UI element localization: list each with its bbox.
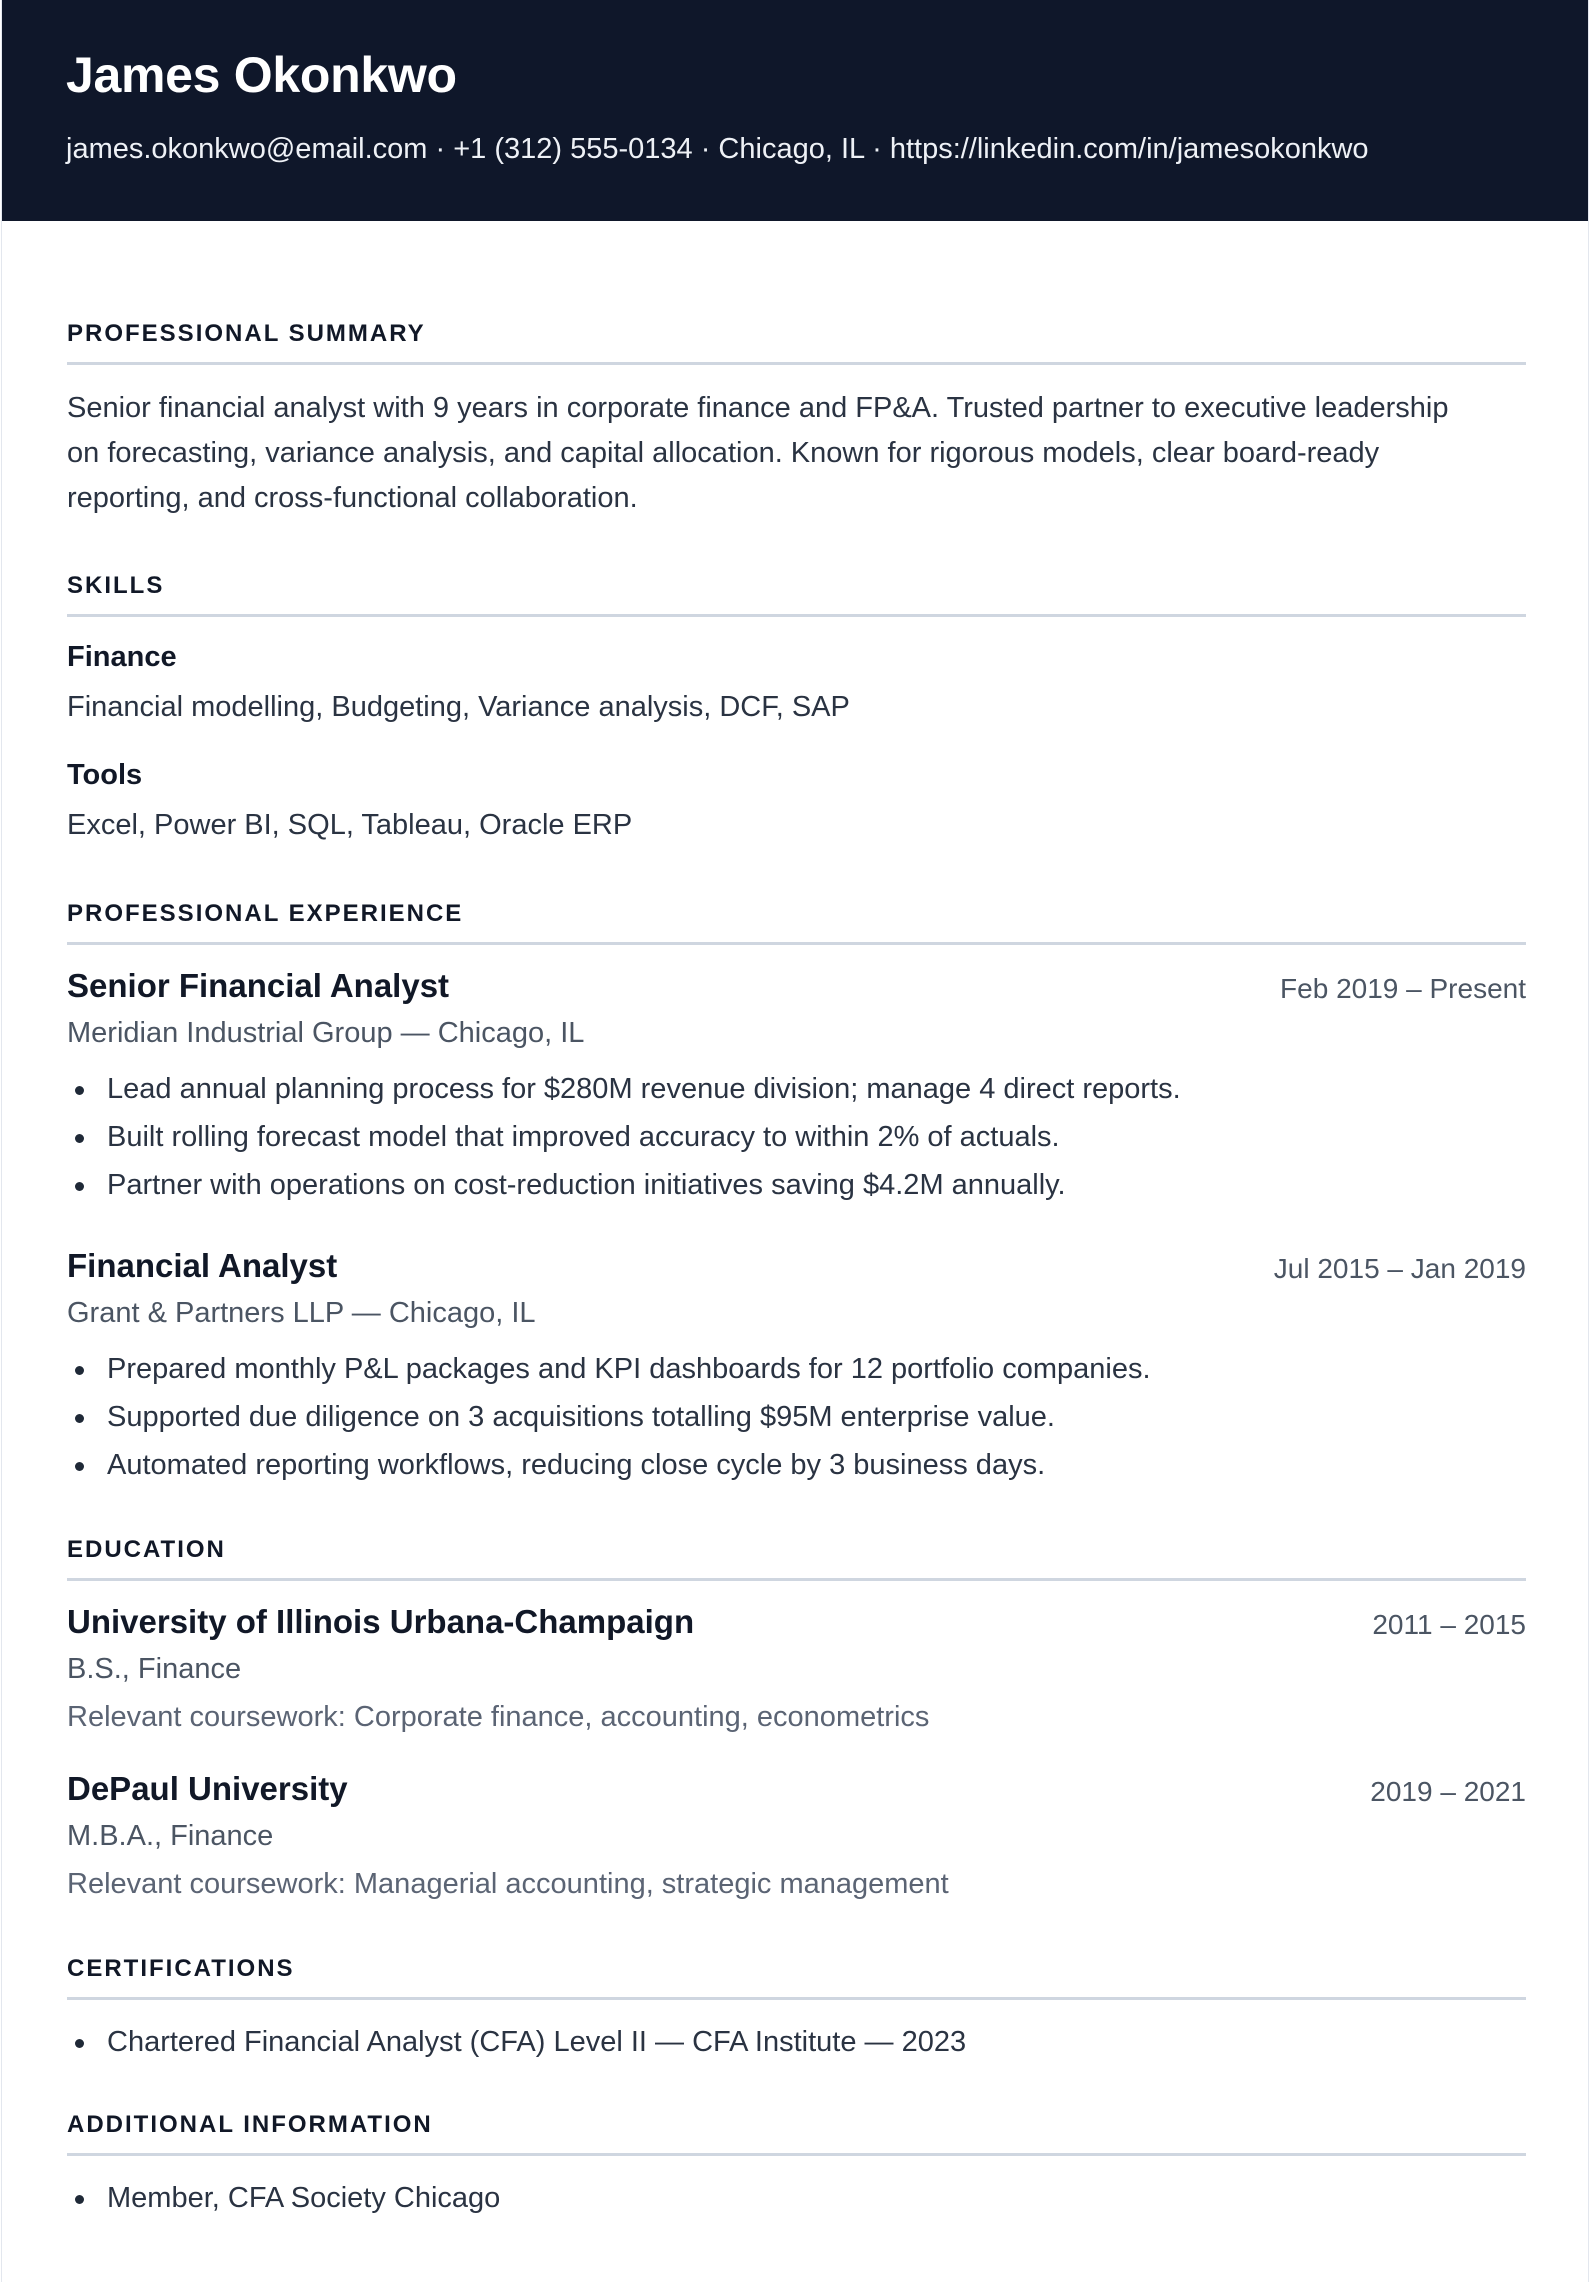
job-bullets	[67, 1069, 1526, 1213]
summary-text: Senior financial analyst with 9 years in corporate finance and FP&A. Trusted partner to executive leadership on forecasting, variance analysis, and capital allocation. Known for rigorous models, clear board-ready reporting, and cross-functional collaboration.	[67, 392, 1449, 514]
job-dates: Feb 2019 – Present	[1280, 973, 1526, 1004]
list-item: Built rolling forecast model that improved accuracy to within 2% of actuals.	[67, 1117, 1526, 1165]
skill-category: Finance	[67, 641, 177, 673]
resume-header	[2, 0, 1588, 221]
education-coursework: Relevant coursework: Managerial accounting, strategic management	[67, 1868, 949, 1900]
candidate-name: James Okonkwo	[66, 47, 457, 103]
job-organization: Grant & Partners LLP — Chicago, IL	[67, 1297, 536, 1329]
job-bullets	[67, 1349, 1526, 1493]
skill-category: Tools	[67, 759, 143, 791]
education-degree: B.S., Finance	[67, 1653, 242, 1685]
job-dates: Jul 2015 – Jan 2019	[1273, 1253, 1526, 1284]
skill-items: Excel, Power BI, SQL, Tableau, Oracle ERP	[67, 809, 633, 841]
education-dates: 2019 – 2021	[1370, 1776, 1526, 1807]
section-title-skills: SKILLS	[67, 572, 1526, 617]
section-title-certifications: CERTIFICATIONS	[67, 1955, 1526, 2000]
school-name: University of Illinois Urbana-Champaign	[67, 1603, 695, 1640]
list-item: Supported due diligence on 3 acquisitions totalling $95M enterprise value.	[67, 1397, 1526, 1445]
education-degree: M.B.A., Finance	[67, 1820, 274, 1852]
job-title: Financial Analyst	[67, 1247, 338, 1284]
education-coursework: Relevant coursework: Corporate finance, accounting, econometrics	[67, 1701, 930, 1733]
contact-line: james.okonkwo@email.com · +1 (312) 555-0134 · Chicago, IL · https://linkedin.com/in/jamesokonkwo	[66, 133, 1369, 165]
additional-list	[67, 2178, 1526, 2226]
list-item: Lead annual planning process for $280M revenue division; manage 4 direct reports.	[67, 1069, 1526, 1117]
school-name: DePaul University	[67, 1770, 348, 1807]
list-item: Automated reporting workflows, reducing close cycle by 3 business days.	[67, 1445, 1526, 1493]
list-item: Partner with operations on cost-reduction initiatives saving $4.2M annually.	[67, 1165, 1526, 1213]
job-title: Senior Financial Analyst	[67, 967, 450, 1004]
resume-page	[1, 0, 1589, 2282]
section-title-experience: PROFESSIONAL EXPERIENCE	[67, 900, 1526, 945]
certification-list	[67, 2022, 1526, 2070]
list-item: Chartered Financial Analyst (CFA) Level II — CFA Institute — 2023	[67, 2022, 1526, 2070]
section-title-summary: PROFESSIONAL SUMMARY	[67, 320, 1526, 365]
list-item: Member, CFA Society Chicago	[67, 2178, 1526, 2226]
education-dates: 2011 – 2015	[1372, 1609, 1526, 1640]
section-title-education: EDUCATION	[67, 1536, 1526, 1581]
section-title-additional: ADDITIONAL INFORMATION	[67, 2111, 1526, 2156]
skill-items: Financial modelling, Budgeting, Variance analysis, DCF, SAP	[67, 691, 850, 723]
list-item: Prepared monthly P&L packages and KPI dashboards for 12 portfolio companies.	[67, 1349, 1526, 1397]
job-organization: Meridian Industrial Group — Chicago, IL	[67, 1017, 585, 1049]
